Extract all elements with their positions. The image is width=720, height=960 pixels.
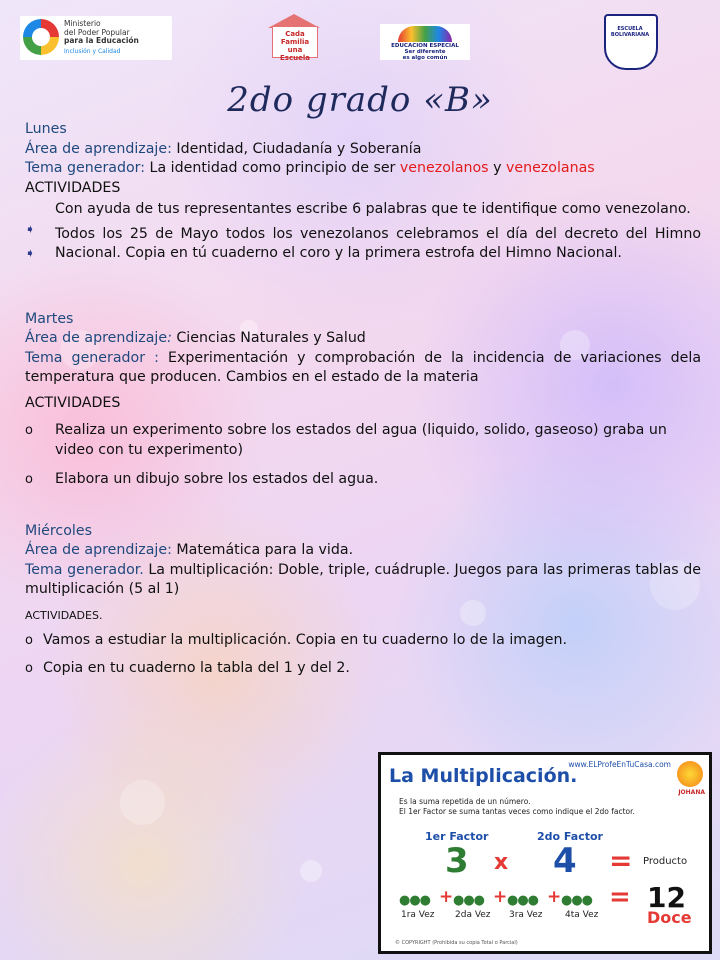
tema-label: Tema generador: (25, 160, 146, 176)
tema-highlight-venezolanos: venezolanos (399, 160, 489, 176)
activity-text: Realiza un experimento sobre los estados del agua (liquido, solido, gaseoso) graba un video con tu experimento) (55, 422, 667, 458)
escuela-shield-logo (604, 14, 656, 68)
educacion-especial-line2: Ser diferente (404, 49, 446, 55)
plus-sign: + (493, 887, 508, 907)
actividades-heading: ACTIVIDADES. (25, 608, 103, 622)
circle-bullet-icon: o (25, 633, 33, 648)
equals-sign: = (609, 882, 631, 912)
circle-bullet-icon: o (25, 423, 33, 438)
tema-value: La identidad como principio de ser (145, 160, 400, 176)
factor2-number: 4 (553, 841, 577, 881)
ministerio-educacion-logo (20, 16, 172, 60)
shield-icon (604, 14, 658, 70)
mult-copyright: © COPYRIGHT (Prohibida su copia Total o Parcial) (395, 940, 518, 946)
activity-text: Elabora un dibujo sobre los estados del agua. (55, 471, 379, 487)
factor2-label: 2do Factor (537, 830, 603, 843)
cada-familia-escuela-logo (264, 12, 322, 62)
rainbow-arc-icon (398, 26, 452, 42)
plus-sign: + (547, 887, 562, 907)
dot-group-icon: ●●● (561, 893, 593, 908)
result-word: Doce (647, 908, 692, 927)
miercoles-tema (25, 561, 701, 600)
actividades-heading: ACTIVIDADES (25, 179, 121, 196)
martes-area (25, 329, 701, 349)
area-label: Área de aprendizaje: (25, 140, 172, 157)
tema-label: Tema generador. (25, 561, 144, 578)
day-heading-lunes: Lunes (25, 121, 67, 137)
escuela-logo-text: ESCUELA BOLIVARIANA (610, 26, 650, 38)
arrow-bullet-icon: ➧ (25, 221, 36, 236)
list-item (25, 225, 701, 264)
ministerio-logo-text (64, 20, 139, 46)
mult-title: La Multiplicación. (389, 765, 578, 787)
list-item (25, 659, 701, 679)
circle-bullet-icon: o (25, 472, 33, 487)
list-item (25, 200, 701, 236)
ministerio-line1: Ministerio (64, 19, 101, 28)
dot-group-icon: ●●● (453, 893, 485, 908)
activity-text: Con ayuda de tus representantes escribe 6 palabras que te identifique como venezolano. (55, 201, 691, 217)
area-value: Matemática para la vida. (171, 542, 354, 558)
list-item (25, 470, 701, 490)
ministerio-ring-icon (23, 19, 59, 55)
mult-definition-2: El 1er Factor se suma tantas veces como indique el 2do factor. (399, 807, 635, 816)
mult-brand: JOHANA (678, 789, 705, 796)
activity-text: Vamos a estudiar la multiplicación. Copia en tu cuaderno lo de la imagen. (43, 632, 568, 648)
tema-highlight-venezolanas: venezolanas (506, 160, 595, 176)
factor1-number: 3 (445, 841, 469, 881)
vez-label: 1ra Vez (401, 910, 435, 920)
tema-value: Experimentación y comprobación de la incidencia de variaciones dela temperatura que producen. Cambios en el estado de la materia (25, 349, 702, 385)
activity-text: Copia en tu cuaderno la tabla del 1 y del 2. (43, 659, 350, 676)
times-sign: x (494, 850, 509, 875)
sun-icon (677, 761, 703, 787)
activity-text: Todos los 25 de Mayo todos los venezolanos celebramos el día del decreto del Himno Nacional. Copia en tú cuaderno el coro y la primera estrofa del Himno Nacional. (55, 225, 701, 261)
plus-sign: + (439, 887, 454, 907)
educacion-especial-text (380, 43, 470, 61)
actividades-heading: ACTIVIDADES (25, 394, 121, 411)
area-value: Ciencias Naturales y Salud (171, 330, 366, 346)
day-heading-martes: Martes (25, 310, 74, 327)
sparkle-decoration (120, 780, 165, 825)
educacion-especial-line1: EDUCACION ESPECIAL (391, 43, 459, 49)
circle-bullet-icon: o (25, 660, 33, 676)
arrow-bullet-icon: ➧ (25, 246, 36, 260)
area-label: Área de aprendizaje: (25, 542, 172, 558)
result-number: 12 (647, 881, 686, 914)
lunes-area (25, 140, 701, 160)
mult-url: www.ELProfeEnTuCasa.com (568, 760, 671, 769)
day-heading-miercoles: Miércoles (25, 522, 92, 539)
tema-value: La multiplicación: Doble, triple, cuádruple. Juegos para las primeras tablas de multiplicación (5 al 1) (25, 561, 701, 597)
area-colon: : (167, 330, 172, 346)
sparkle-decoration (300, 860, 322, 882)
producto-label: Producto (643, 856, 688, 867)
ministerio-tagline: Inclusión y Calidad (64, 48, 121, 55)
ministerio-line3: para la Educación (64, 36, 139, 45)
vez-label: 2da Vez (455, 910, 491, 920)
area-label: Área de aprendizaje (25, 330, 168, 346)
weekly-plan (25, 120, 701, 678)
vez-label: 3ra Vez (509, 910, 543, 920)
lunes-tema (25, 159, 701, 179)
list-item (25, 421, 701, 460)
mult-definition-1: Es la suma repetida de un número. (399, 797, 531, 806)
tema-join: y (488, 160, 506, 176)
equals-sign: = (609, 844, 633, 877)
dot-group-icon: ●●● (399, 893, 431, 908)
area-value: Identidad, Ciudadanía y Soberanía (171, 140, 422, 157)
factor1-label: 1er Factor (425, 830, 489, 843)
list-item (25, 631, 701, 651)
martes-tema (25, 349, 701, 388)
familia-logo-text: Cada Familia una Escuela (280, 30, 310, 62)
vez-label: 4ta Vez (565, 910, 599, 920)
dot-group-icon: ●●● (507, 893, 539, 908)
ministerio-line2: del Poder Popular (64, 27, 130, 37)
miercoles-area (25, 541, 701, 561)
tema-label: Tema generador : (25, 349, 159, 366)
educacion-especial-logo (380, 24, 470, 60)
page-title: 2do grado «B» (227, 80, 493, 120)
educacion-especial-line3: es algo común (402, 55, 448, 61)
multiplicacion-image (378, 752, 712, 954)
